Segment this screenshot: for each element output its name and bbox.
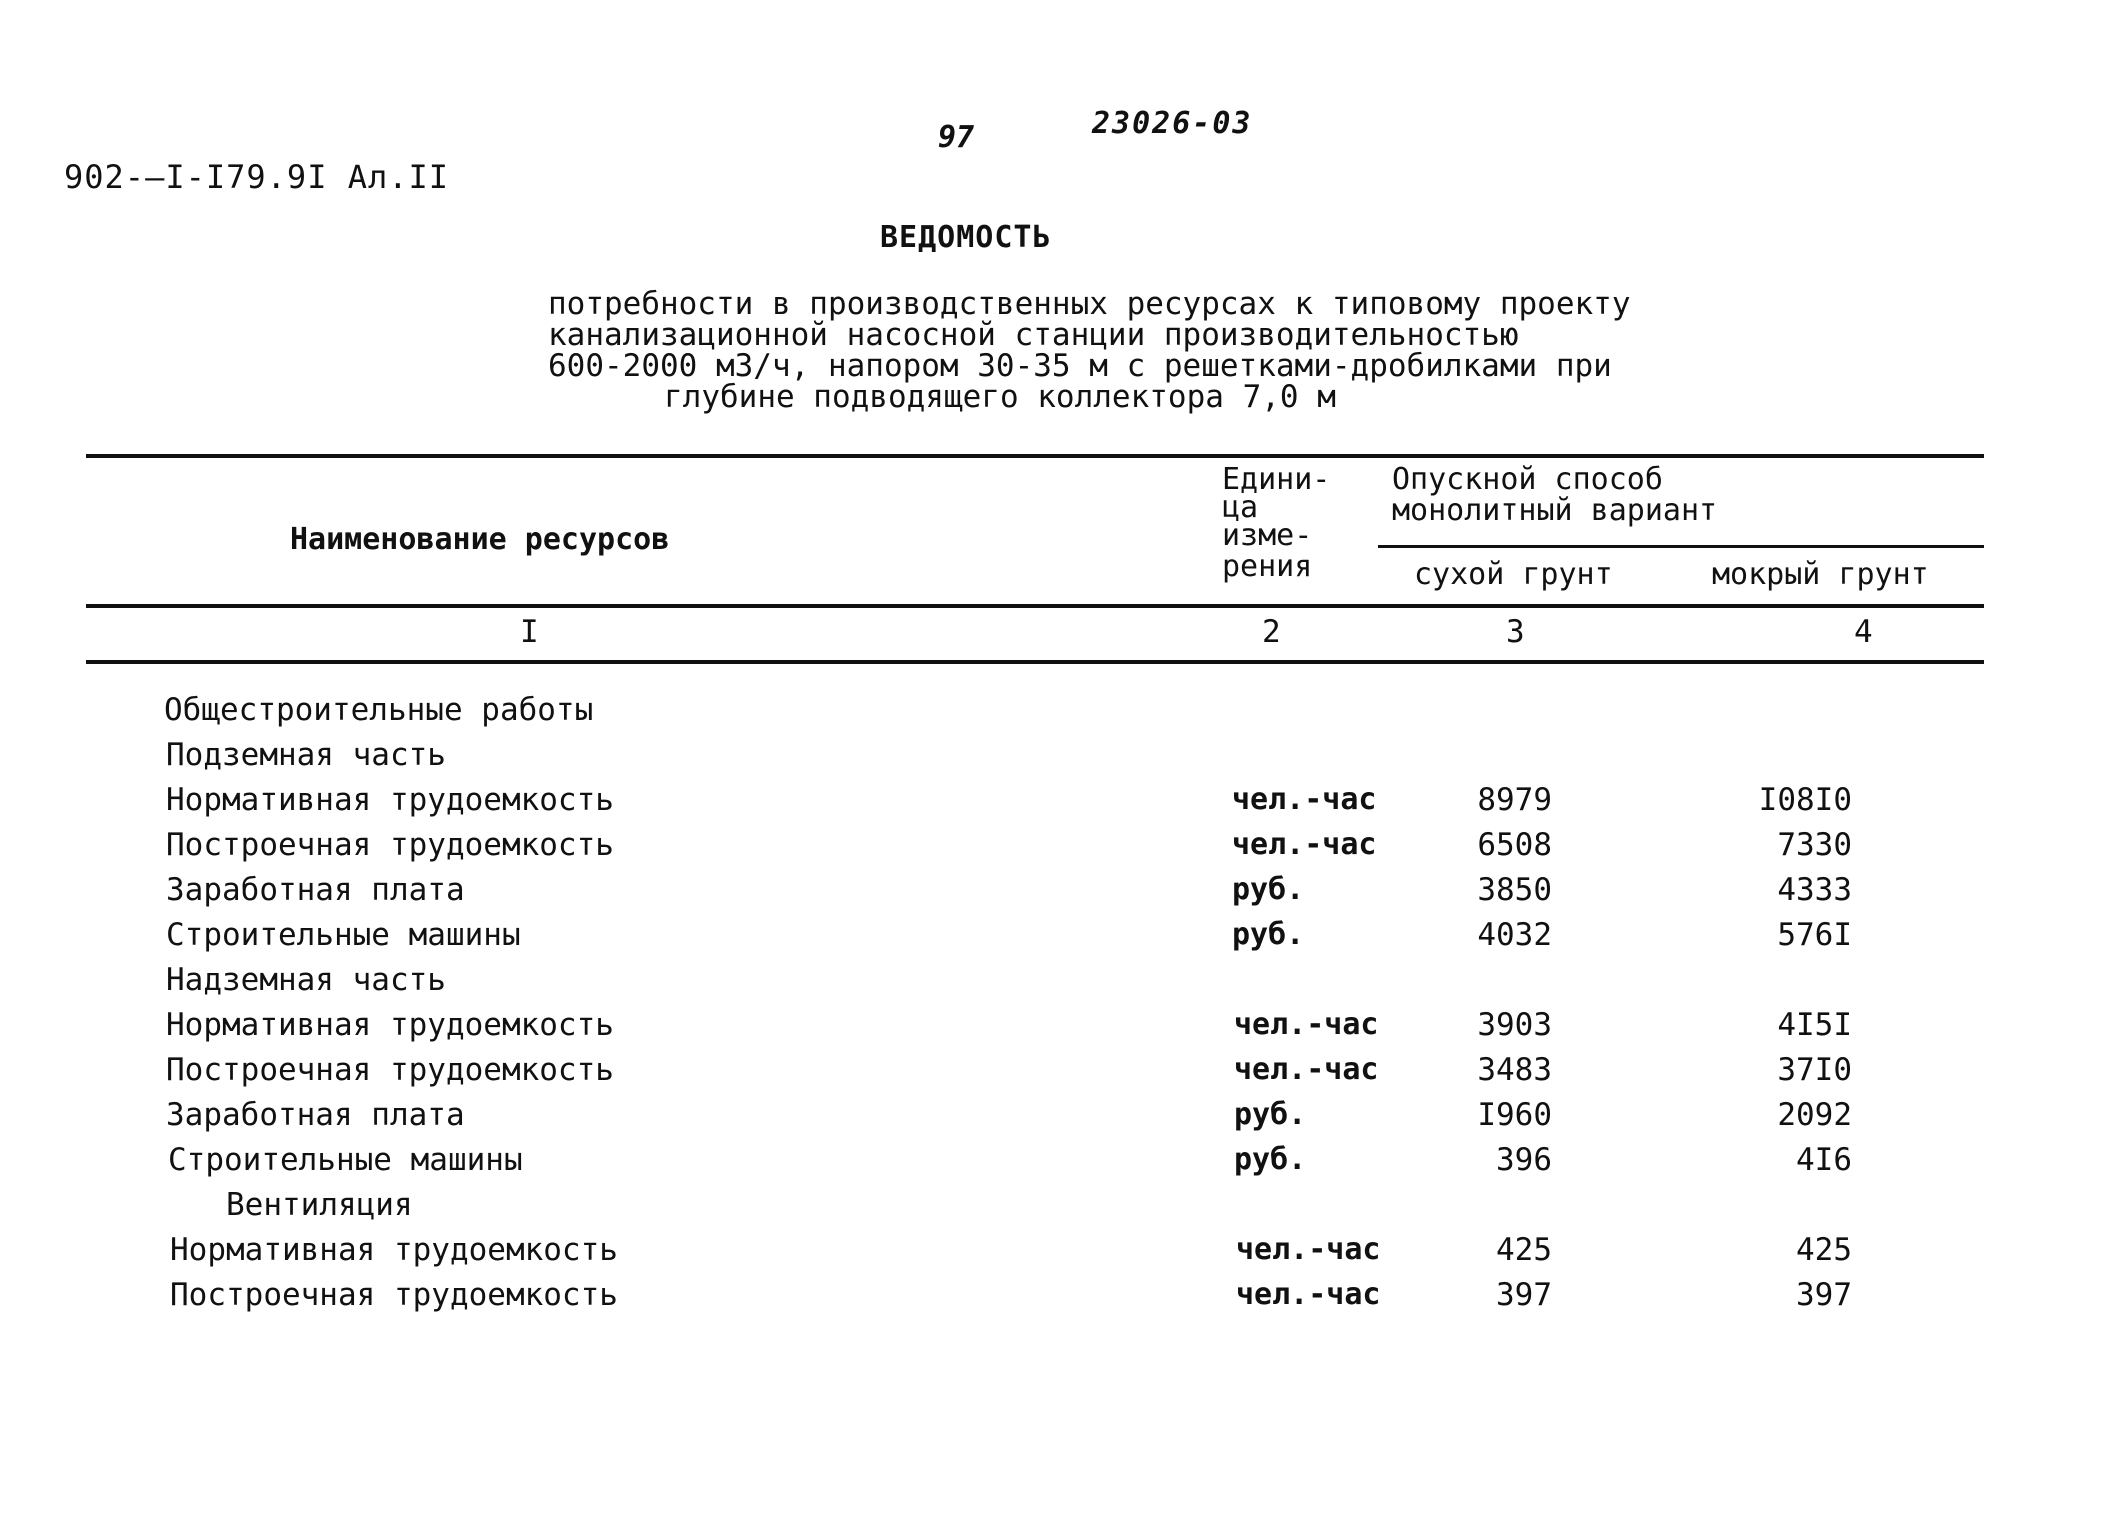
table-row-unit: чел.-час bbox=[1232, 782, 1377, 817]
subtitle-line-2: канализационной насосной станции производительностью bbox=[548, 317, 1519, 353]
table-row-dry-value: I960 bbox=[1477, 1097, 1552, 1133]
table-row-name: Вентиляция bbox=[226, 1187, 413, 1223]
table-row-name: Общестроительные работы bbox=[164, 692, 594, 728]
table-row-name: Нормативная трудоемкость bbox=[166, 782, 614, 818]
table-row-unit: чел.-час bbox=[1232, 827, 1377, 862]
table-row-dry-value: 3850 bbox=[1477, 872, 1552, 908]
table-row-name: Построечная трудоемкость bbox=[166, 827, 614, 863]
table-row-unit: руб. bbox=[1234, 1142, 1307, 1177]
table-row-name: Построечная трудоемкость bbox=[166, 1052, 614, 1088]
table-row-dry-value: 3903 bbox=[1477, 1007, 1552, 1043]
table-row-name: Заработная плата bbox=[166, 872, 465, 908]
column-header-name: Наименование ресурсов bbox=[290, 522, 670, 557]
page-number: 97 bbox=[938, 120, 975, 155]
column-header-unit-line-2: ца bbox=[1222, 490, 1259, 525]
column-number-rule bbox=[86, 660, 1984, 664]
table-row-dry-value: 396 bbox=[1496, 1142, 1552, 1178]
table-row-unit: руб. bbox=[1232, 872, 1305, 907]
column-header-unit-line-1: Едини- bbox=[1222, 462, 1331, 497]
column-header-dry-soil: сухой грунт bbox=[1414, 557, 1613, 592]
group-header-rule bbox=[1378, 545, 1984, 548]
table-row-dry-value: 6508 bbox=[1477, 827, 1552, 863]
table-row-unit: чел.-час bbox=[1234, 1052, 1379, 1087]
column-header-unit-line-3: изме- bbox=[1222, 518, 1313, 553]
document-code: 902-–I-I79.9I Ал.II bbox=[64, 158, 450, 196]
column-number-1: I bbox=[520, 614, 539, 650]
table-row-wet-value: 2092 bbox=[1777, 1097, 1852, 1133]
subtitle-line-4: глубине подводящего коллектора 7,0 м bbox=[664, 379, 1336, 415]
table-row-dry-value: 397 bbox=[1496, 1277, 1552, 1313]
table-row-dry-value: 4032 bbox=[1477, 917, 1552, 953]
table-row-name: Строительные машины bbox=[166, 917, 521, 953]
table-row-dry-value: 3483 bbox=[1477, 1052, 1552, 1088]
table-row-unit: чел.-час bbox=[1236, 1277, 1381, 1312]
table-row-wet-value: I08I0 bbox=[1758, 782, 1852, 818]
column-header-unit-line-4: рения bbox=[1222, 549, 1313, 584]
table-row-name: Нормативная трудоемкость bbox=[166, 1007, 614, 1043]
table-row-wet-value: 4I6 bbox=[1796, 1142, 1852, 1178]
column-number-4: 4 bbox=[1854, 614, 1873, 650]
table-row-wet-value: 37I0 bbox=[1777, 1052, 1852, 1088]
table-row-wet-value: 576I bbox=[1777, 917, 1852, 953]
table-row-unit: руб. bbox=[1232, 917, 1305, 952]
column-number-2: 2 bbox=[1262, 614, 1281, 650]
table-row-name: Строительные машины bbox=[168, 1142, 523, 1178]
table-row-wet-value: 4333 bbox=[1777, 872, 1852, 908]
table-row-unit: чел.-час bbox=[1236, 1232, 1381, 1267]
column-number-3: 3 bbox=[1506, 614, 1525, 650]
table-row-wet-value: 7330 bbox=[1777, 827, 1852, 863]
table-row-unit: руб. bbox=[1234, 1097, 1307, 1132]
table-row-name: Подземная часть bbox=[166, 737, 446, 773]
table-row-name: Заработная плата bbox=[166, 1097, 465, 1133]
group-header-line-1: Опускной способ bbox=[1392, 462, 1663, 497]
column-header-wet-soil: мокрый грунт bbox=[1712, 557, 1929, 592]
table-row-dry-value: 425 bbox=[1496, 1232, 1552, 1268]
table-row-unit: чел.-час bbox=[1234, 1007, 1379, 1042]
group-header-line-2: монолитный вариант bbox=[1392, 493, 1718, 528]
table-row-name: Построечная трудоемкость bbox=[170, 1277, 618, 1313]
table-row-wet-value: 397 bbox=[1796, 1277, 1852, 1313]
document-title: ВЕДОМОСТЬ bbox=[880, 220, 1052, 255]
table-row-name: Нормативная трудоемкость bbox=[170, 1232, 618, 1268]
table-row-dry-value: 8979 bbox=[1477, 782, 1552, 818]
subtitle-line-3: 600-2000 м3/ч, напором 30-35 м с решетками-дробилками при bbox=[548, 348, 1612, 384]
table-top-rule bbox=[86, 454, 1984, 458]
subtitle-line-1: потребности в производственных ресурсах к типовому проекту bbox=[548, 286, 1631, 322]
table-row-name: Надземная часть bbox=[166, 962, 446, 998]
table-row-wet-value: 4I5I bbox=[1777, 1007, 1852, 1043]
table-row-wet-value: 425 bbox=[1796, 1232, 1852, 1268]
inventory-stamp: 23026-03 bbox=[1092, 106, 1253, 141]
header-bottom-rule bbox=[86, 604, 1984, 608]
